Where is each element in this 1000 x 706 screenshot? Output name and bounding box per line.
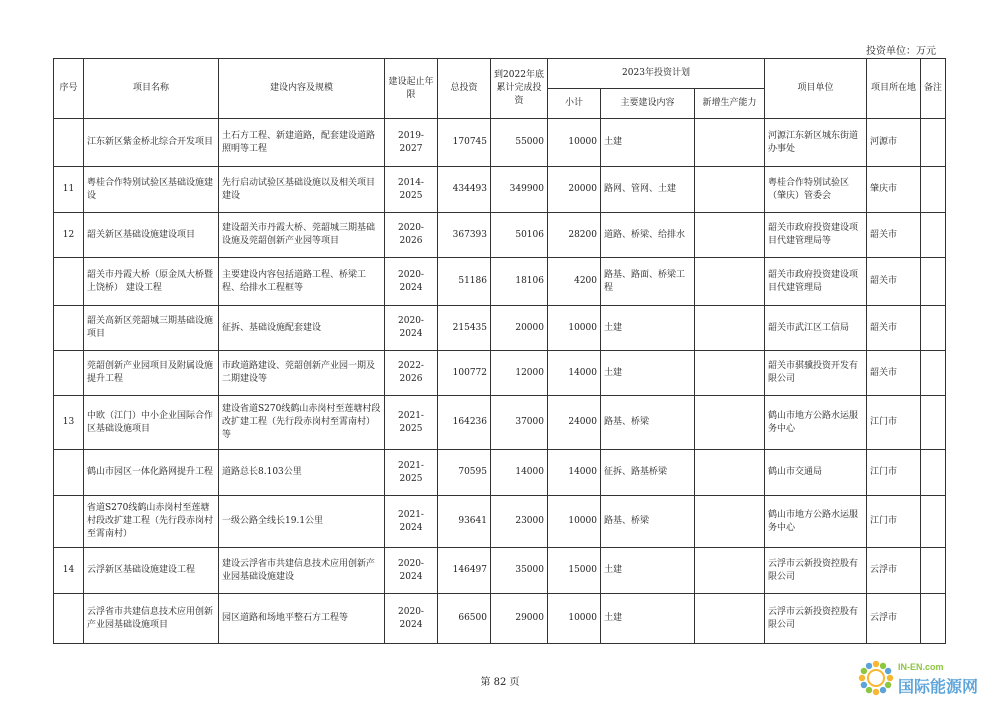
cell-period: 2020-2026 xyxy=(385,213,438,258)
cell-period: 2022-2026 xyxy=(385,351,438,396)
cell-name: 韶关高新区莞韶城三期基础设施项目 xyxy=(84,306,219,351)
cell-content: 道路总长8.103公里 xyxy=(219,450,385,496)
cell-no xyxy=(54,258,84,306)
cell-total: 51186 xyxy=(438,258,491,306)
logo-ray xyxy=(880,663,886,669)
cell-name: 粤桂合作特别试验区基础设施建设 xyxy=(84,167,219,213)
cell-location: 韶关市 xyxy=(867,351,921,396)
header-plan2023: 2023年投资计划 xyxy=(548,59,765,89)
cell-unit: 韶关市骐骥投资开发有限公司 xyxy=(765,351,867,396)
cell-content: 园区道路和场地平整石方工程等 xyxy=(219,594,385,644)
cell-total: 100772 xyxy=(438,351,491,396)
cell-new-capacity xyxy=(695,351,765,396)
cell-remark xyxy=(921,351,946,396)
cell-main-content: 路基、路面、桥梁工程 xyxy=(601,258,695,306)
cell-main-content: 道路、桥梁、给排水 xyxy=(601,213,695,258)
cell-period: 2020-2024 xyxy=(385,306,438,351)
cell-name: 云浮新区基础设施建设工程 xyxy=(84,548,219,594)
cell-no xyxy=(54,351,84,396)
cell-name: 莞韶创新产业园项目及附属设施提升工程 xyxy=(84,351,219,396)
cell-new-capacity xyxy=(695,119,765,167)
header-unit: 项目单位 xyxy=(765,59,867,119)
cell-no: 11 xyxy=(54,167,84,213)
cell-location: 韶关市 xyxy=(867,258,921,306)
cell-no xyxy=(54,450,84,496)
cell-main-content: 土建 xyxy=(601,594,695,644)
cell-done: 37000 xyxy=(491,396,548,450)
logo-ray xyxy=(859,675,865,681)
logo-text: 国际能源网 xyxy=(898,679,979,696)
cell-main-content: 路基、桥梁 xyxy=(601,396,695,450)
cell-subtotal: 10000 xyxy=(548,119,601,167)
cell-content: 先行启动试验区基础设施以及相关项目建设 xyxy=(219,167,385,213)
cell-location: 肇庆市 xyxy=(867,167,921,213)
cell-unit: 河源江东新区城东街道办事处 xyxy=(765,119,867,167)
header-content: 建设内容及规模 xyxy=(219,59,385,119)
table-row xyxy=(54,450,946,496)
table-row xyxy=(54,167,946,213)
cell-subtotal: 24000 xyxy=(548,396,601,450)
cell-remark xyxy=(921,167,946,213)
cell-new-capacity xyxy=(695,213,765,258)
cell-main-content: 征拆、路基桥梁 xyxy=(601,450,695,496)
cell-subtotal: 14000 xyxy=(548,351,601,396)
cell-new-capacity xyxy=(695,594,765,644)
table-row xyxy=(54,496,946,548)
cell-main-content: 土建 xyxy=(601,306,695,351)
cell-done: 20000 xyxy=(491,306,548,351)
cell-done: 23000 xyxy=(491,496,548,548)
cell-remark xyxy=(921,396,946,450)
header-main-content: 主要建设内容 xyxy=(601,89,695,119)
cell-unit: 鹤山市交通局 xyxy=(765,450,867,496)
header-period: 建设起止年限 xyxy=(385,59,438,119)
cell-name: 江东新区紫金桥北综合开发项目 xyxy=(84,119,219,167)
cell-name: 中欧（江门）中小企业国际合作区基础设施项目 xyxy=(84,396,219,450)
cell-location: 云浮市 xyxy=(867,594,921,644)
cell-period: 2020-2024 xyxy=(385,594,438,644)
cell-content: 建设云浮省市共建信息技术应用创新产业园基础设施建设 xyxy=(219,548,385,594)
cell-subtotal: 14000 xyxy=(548,450,601,496)
cell-period: 2021-2024 xyxy=(385,496,438,548)
logo-ray xyxy=(861,668,867,674)
logo-ray xyxy=(885,682,891,688)
cell-remark xyxy=(921,258,946,306)
cell-subtotal: 28200 xyxy=(548,213,601,258)
cell-no xyxy=(54,119,84,167)
table-row xyxy=(54,396,946,450)
cell-unit: 鹤山市地方公路水运服务中心 xyxy=(765,496,867,548)
cell-main-content: 土建 xyxy=(601,351,695,396)
cell-unit: 粤桂合作特别试验区（肇庆）管委会 xyxy=(765,167,867,213)
header-total: 总投资 xyxy=(438,59,491,119)
cell-total: 93641 xyxy=(438,496,491,548)
cell-period: 2014-2025 xyxy=(385,167,438,213)
cell-total: 367393 xyxy=(438,213,491,258)
cell-no: 12 xyxy=(54,213,84,258)
logo-ray xyxy=(861,682,867,688)
cell-total: 70595 xyxy=(438,450,491,496)
cell-subtotal: 10000 xyxy=(548,496,601,548)
cell-subtotal: 10000 xyxy=(548,594,601,644)
watermark-logo xyxy=(856,658,986,702)
cell-total: 66500 xyxy=(438,594,491,644)
cell-unit: 鹤山市地方公路水运服务中心 xyxy=(765,396,867,450)
unit-label: 投资单位：万元 xyxy=(866,46,936,57)
cell-no: 13 xyxy=(54,396,84,450)
header-no: 序号 xyxy=(54,59,84,119)
cell-total: 146497 xyxy=(438,548,491,594)
cell-new-capacity xyxy=(695,496,765,548)
cell-done: 14000 xyxy=(491,450,548,496)
header-location: 项目所在地 xyxy=(867,59,921,119)
cell-unit: 韶关市政府投资建设项目代建管理局 xyxy=(765,258,867,306)
cell-new-capacity xyxy=(695,167,765,213)
logo-ray xyxy=(880,687,886,693)
sun-logo-icon xyxy=(856,658,896,698)
cell-period: 2021-2025 xyxy=(385,450,438,496)
cell-done: 349900 xyxy=(491,167,548,213)
cell-no xyxy=(54,306,84,351)
logo-ray xyxy=(885,668,891,674)
header-remark: 备注 xyxy=(921,59,946,119)
cell-total: 170745 xyxy=(438,119,491,167)
cell-done: 29000 xyxy=(491,594,548,644)
cell-content: 主要建设内容包括道路工程、桥梁工程、给排水工程框等 xyxy=(219,258,385,306)
logo-small-text: IN-EN.com xyxy=(898,662,944,672)
header-new-capacity: 新增生产能力 xyxy=(695,89,765,119)
cell-name: 韶关新区基础设施建设项目 xyxy=(84,213,219,258)
cell-main-content: 路基、桥梁 xyxy=(601,496,695,548)
cell-name: 韶关市丹霞大桥（原金凤大桥暨上饶桥） 建设工程 xyxy=(84,258,219,306)
cell-subtotal: 10000 xyxy=(548,306,601,351)
cell-main-content: 路网、管网、土建 xyxy=(601,167,695,213)
cell-location: 河源市 xyxy=(867,119,921,167)
logo-ray xyxy=(887,675,893,681)
cell-done: 50106 xyxy=(491,213,548,258)
cell-done: 12000 xyxy=(491,351,548,396)
cell-content: 建设省道S270线鹤山赤岗村至莲塘村段改扩建工程（先行段赤岗村至霄南村）等 xyxy=(219,396,385,450)
cell-remark xyxy=(921,548,946,594)
cell-main-content: 土建 xyxy=(601,119,695,167)
cell-no xyxy=(54,594,84,644)
cell-total: 215435 xyxy=(438,306,491,351)
cell-location: 韶关市 xyxy=(867,306,921,351)
logo-ray xyxy=(873,689,879,695)
cell-remark xyxy=(921,450,946,496)
header-done2022: 到2022年底累计完成投资 xyxy=(491,59,548,119)
cell-period: 2020-2024 xyxy=(385,258,438,306)
logo-ray xyxy=(866,687,872,693)
cell-main-content: 土建 xyxy=(601,548,695,594)
cell-name: 鹤山市园区一体化路网提升工程 xyxy=(84,450,219,496)
cell-location: 韶关市 xyxy=(867,213,921,258)
cell-subtotal: 20000 xyxy=(548,167,601,213)
table-row xyxy=(54,548,946,594)
cell-subtotal: 15000 xyxy=(548,548,601,594)
cell-unit: 韶关市武江区工信局 xyxy=(765,306,867,351)
cell-no xyxy=(54,496,84,548)
table-row xyxy=(54,594,946,644)
cell-location: 云浮市 xyxy=(867,548,921,594)
cell-new-capacity xyxy=(695,396,765,450)
cell-period: 2021-2025 xyxy=(385,396,438,450)
cell-location: 江门市 xyxy=(867,450,921,496)
cell-name: 省道S270线鹤山赤岗村至莲塘村段改扩建工程（先行段赤岗村至霄南村） xyxy=(84,496,219,548)
cell-content: 征拆、基础设施配套建设 xyxy=(219,306,385,351)
table-row xyxy=(54,351,946,396)
cell-new-capacity xyxy=(695,450,765,496)
cell-period: 2019-2027 xyxy=(385,119,438,167)
cell-unit: 云浮市云新投资控股有限公司 xyxy=(765,548,867,594)
cell-total: 164236 xyxy=(438,396,491,450)
header-subtotal: 小计 xyxy=(548,89,601,119)
table-row xyxy=(54,119,946,167)
cell-period: 2020-2024 xyxy=(385,548,438,594)
cell-total: 434493 xyxy=(438,167,491,213)
logo-ray xyxy=(873,661,879,667)
table-row xyxy=(54,213,946,258)
cell-new-capacity xyxy=(695,306,765,351)
cell-new-capacity xyxy=(695,548,765,594)
cell-new-capacity xyxy=(695,258,765,306)
cell-content: 建设韶关市丹霞大桥、莞韶城三期基础设施及莞韶创新产业园等项目 xyxy=(219,213,385,258)
header-name: 项目名称 xyxy=(84,59,219,119)
cell-unit: 韶关市政府投资建设项目代建管理局等 xyxy=(765,213,867,258)
cell-name: 云浮省市共建信息技术应用创新产业园基础设施项目 xyxy=(84,594,219,644)
cell-content: 土石方工程、新建道路，配套建设道路照明等工程 xyxy=(219,119,385,167)
cell-done: 55000 xyxy=(491,119,548,167)
cell-content: 一级公路全线长19.1公里 xyxy=(219,496,385,548)
cell-done: 18106 xyxy=(491,258,548,306)
cell-remark xyxy=(921,119,946,167)
investment-table xyxy=(53,58,946,644)
table-row xyxy=(54,258,946,306)
cell-unit: 云浮市云新投资控股有限公司 xyxy=(765,594,867,644)
page-number: 第 82 页 xyxy=(480,677,520,688)
logo-ray xyxy=(866,663,872,669)
cell-location: 江门市 xyxy=(867,396,921,450)
table-row xyxy=(54,306,946,351)
cell-remark xyxy=(921,306,946,351)
cell-content: 市政道路建设、莞韶创新产业园一期及二期建设等 xyxy=(219,351,385,396)
cell-done: 35000 xyxy=(491,548,548,594)
cell-subtotal: 4200 xyxy=(548,258,601,306)
cell-location: 江门市 xyxy=(867,496,921,548)
cell-no: 14 xyxy=(54,548,84,594)
cell-remark xyxy=(921,213,946,258)
cell-remark xyxy=(921,496,946,548)
cell-remark xyxy=(921,594,946,644)
